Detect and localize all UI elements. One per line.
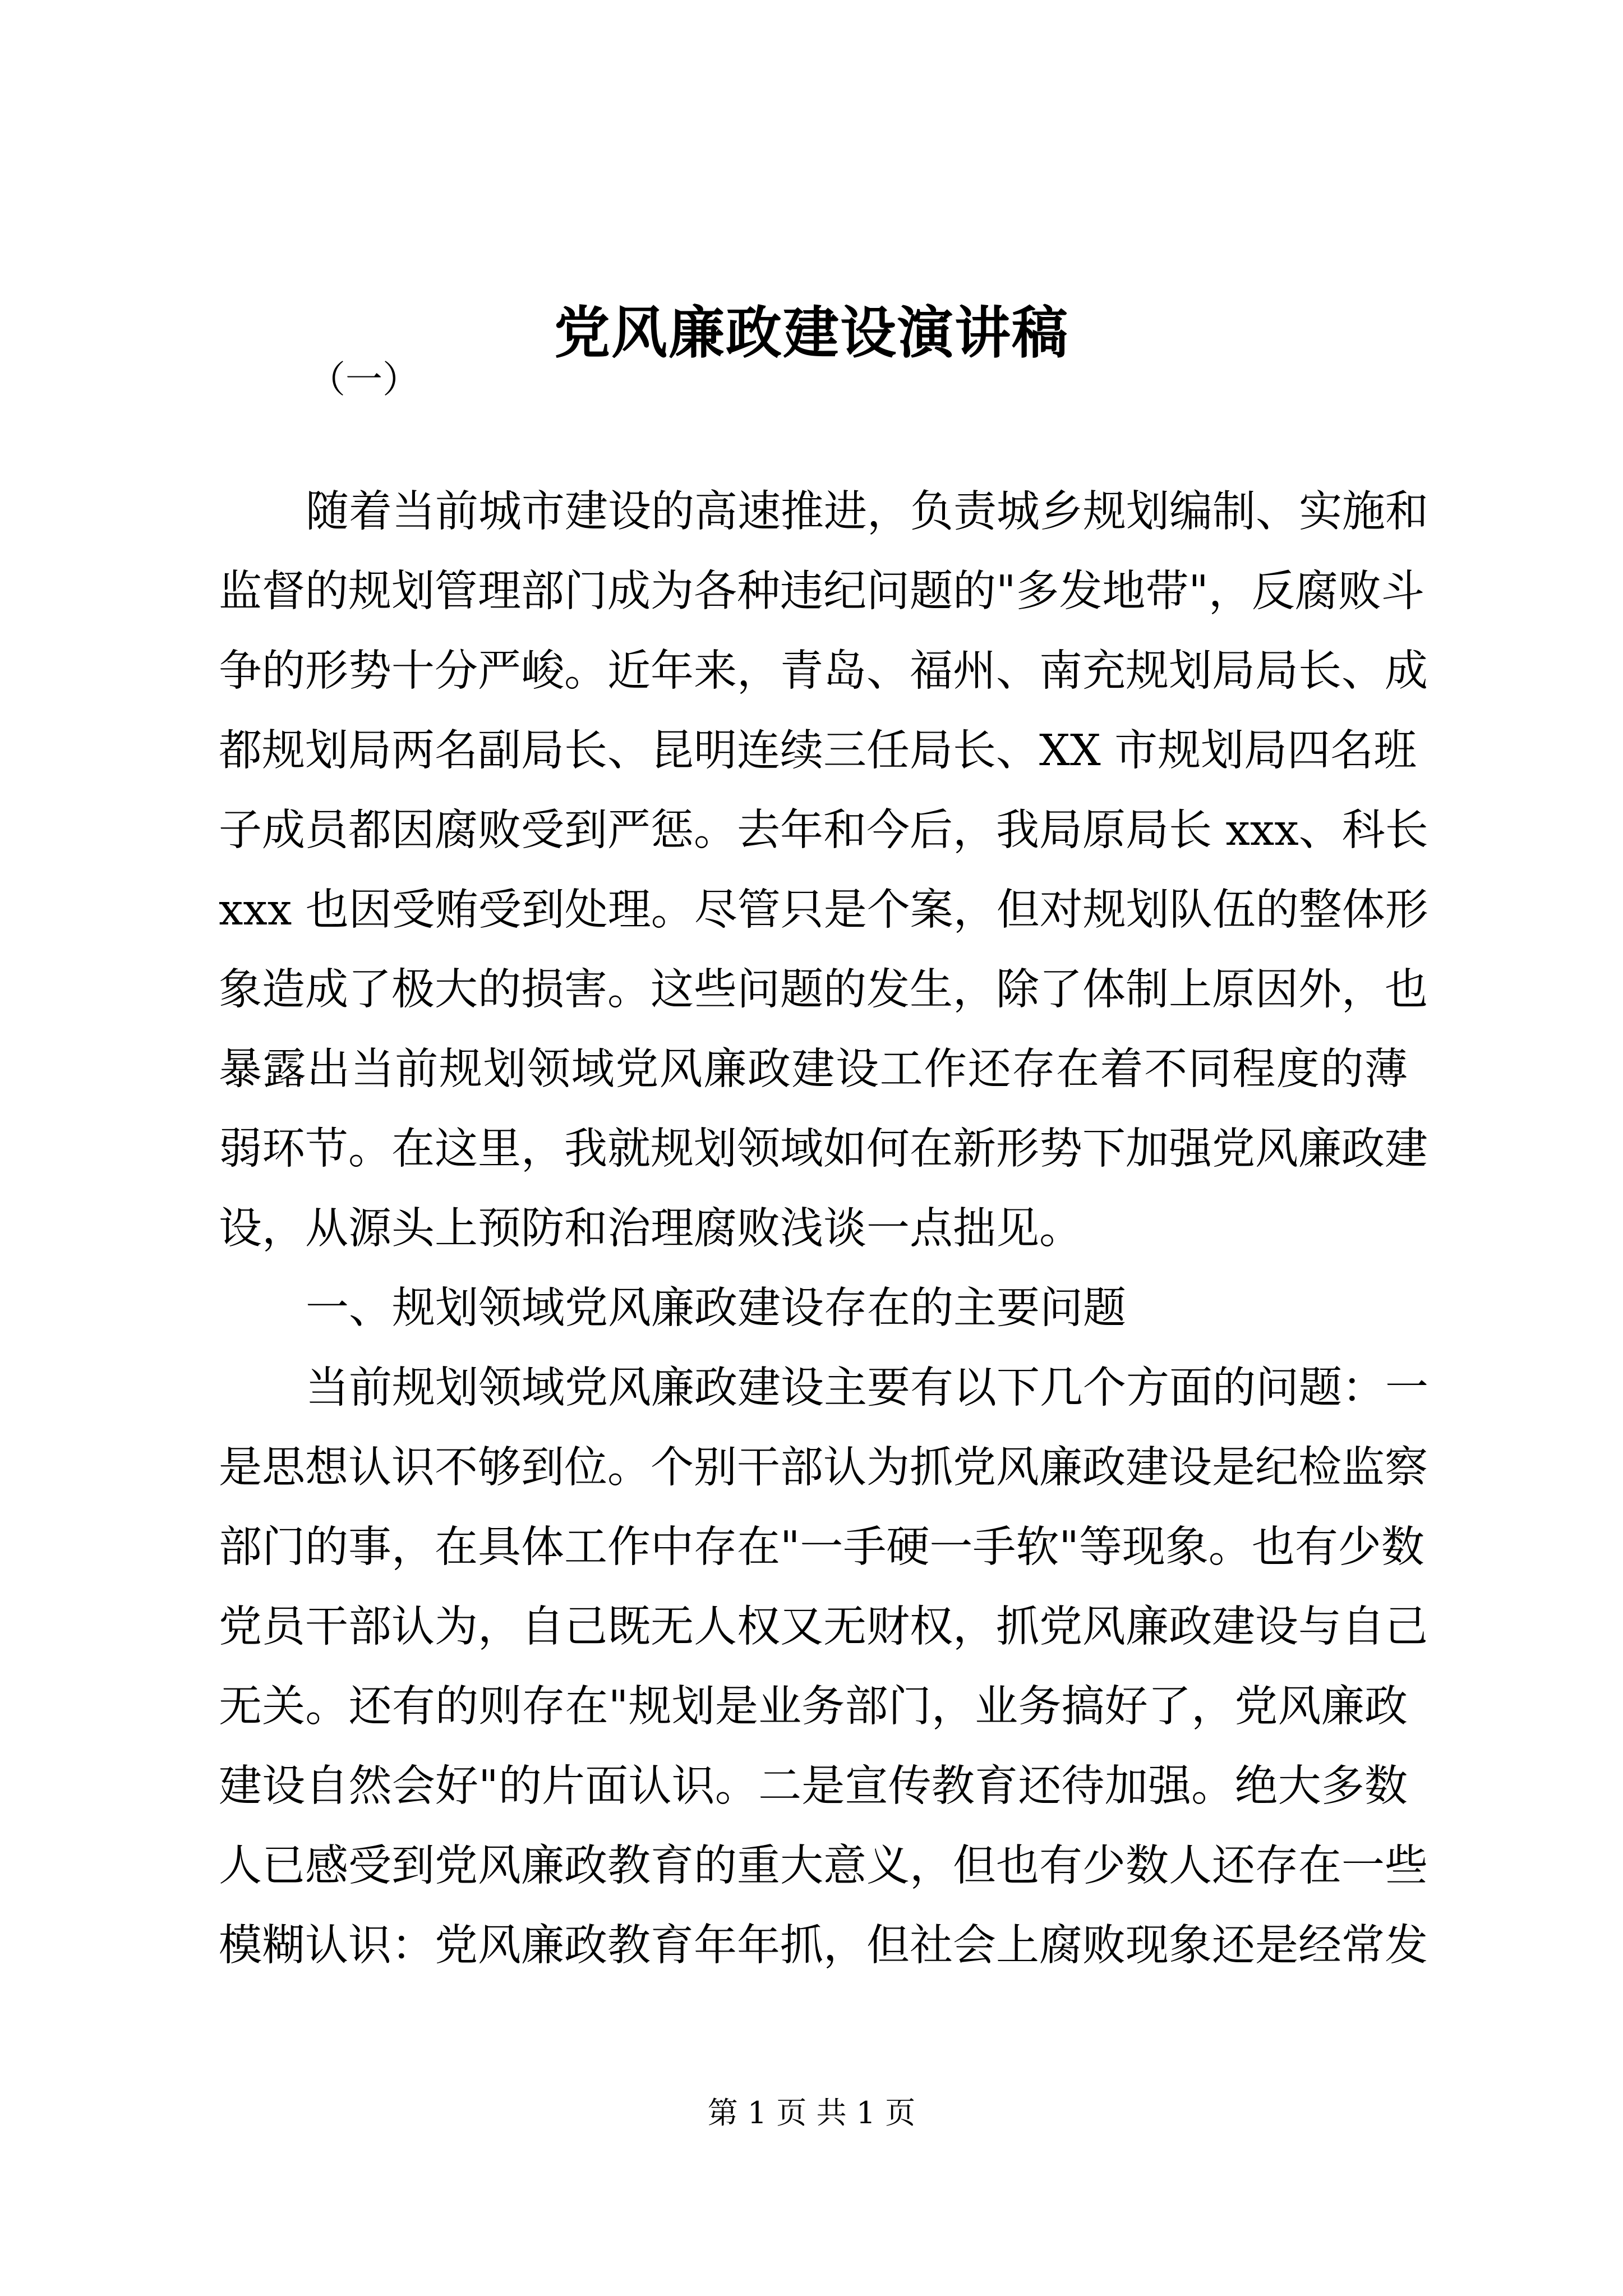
body-line: 党员干部认为，自己既无人权又无财权，抓党风廉政建设与自己: [219, 1602, 1428, 1652]
body-line: 都规划局两名副局长、昆明连续三任局长、XX 市规划局四名班: [219, 726, 1417, 776]
subsection-number: （一）: [308, 358, 419, 401]
body-line: 弱环节。在这里，我就规划领域如何在新形势下加强党风廉政建: [219, 1124, 1428, 1174]
body-line: 监督的规划管理部门成为各种违纪问题的"多发地带"，反腐败斗: [219, 567, 1424, 616]
body-line: 无关。还有的则存在"规划是业务部门，业务搞好了，党风廉政: [219, 1682, 1408, 1732]
body-line: 暴露出当前规划领域党风廉政建设工作还存在着不同程度的薄: [219, 1045, 1408, 1094]
body-line: 争的形势十分严峻。近年来，青岛、福州、南充规划局局长、成: [219, 646, 1428, 696]
body-line: xxx 也因受贿受到处理。尽管只是个案，但对规划队伍的整体形: [219, 885, 1428, 935]
document-title: 党风廉政建设演讲稿: [554, 300, 1069, 366]
body-line: 是思想认识不够到位。个别干部认为抓党风廉政建设是纪检监察: [219, 1443, 1428, 1493]
body-line: 当前规划领域党风廉政建设主要有以下几个方面的问题：一: [306, 1363, 1428, 1413]
body-line: 人已感受到党风廉政教育的重大意义，但也有少数人还存在一些: [219, 1841, 1428, 1891]
page-footer: 第 1 页 共 1 页: [707, 2095, 916, 2131]
body-line: 部门的事，在具体工作中存在"一手硬一手软"等现象。也有少数: [219, 1522, 1424, 1572]
body-line: 子成员都因腐败受到严惩。去年和今后，我局原局长 xxx、科长: [219, 806, 1428, 855]
body-line: 象造成了极大的损害。这些问题的发生，除了体制上原因外，也: [219, 965, 1428, 1015]
body-line: 随着当前城市建设的高速推进，负责城乡规划编制、实施和: [306, 487, 1428, 537]
body-line: 建设自然会好"的片面认识。二是宣传教育还待加强。绝大多数: [219, 1761, 1408, 1811]
body-line: 模糊认识：党风廉政教育年年抓，但社会上腐败现象还是经常发: [219, 1921, 1428, 1971]
section-heading: 一、规划领域党风廉政建设存在的主要问题: [306, 1283, 1126, 1333]
body-line: 设，从源头上预防和治理腐败浅谈一点拙见。: [219, 1204, 1082, 1254]
